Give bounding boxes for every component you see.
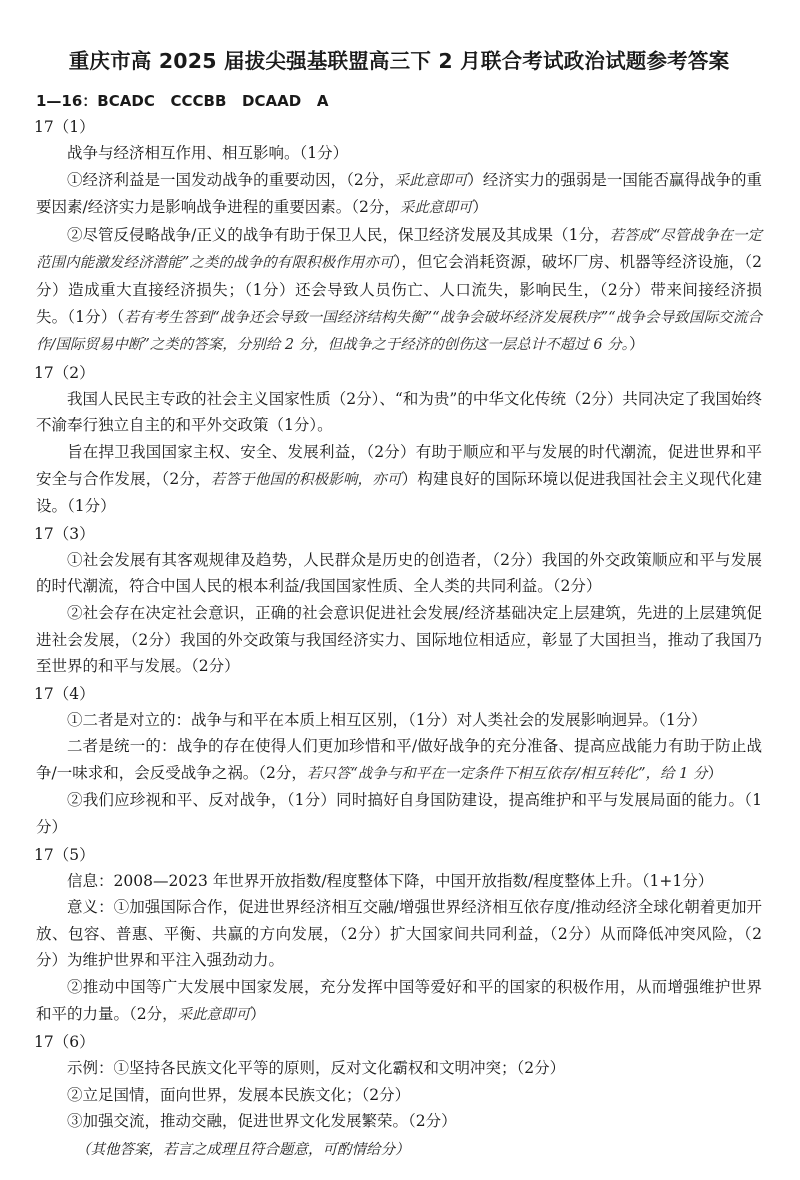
- grading-note: 采此意即可: [177, 1006, 251, 1023]
- page-title: 重庆市高 2025 届拔尖强基联盟高三下 2 月联合考试政治试题参考答案: [68, 49, 730, 73]
- answer-text: 旨在捍卫我国国家主权、安全、发展利益，（2分）有助于顺应和平与发展的时代潮流，促进世界和平安全与合作发展，（2分，: [36, 442, 762, 488]
- answer-paragraph: [36, 1055, 762, 1082]
- answer-paragraph: [36, 733, 762, 787]
- answer-text: ②社会存在决定社会意识，正确的社会意识促进社会发展/经济基础决定上层建筑，先进的上层建筑促进社会发展，（2分）我国的外交政策与我国经济实力、国际地位相适应，彰显了大国担当，推动了我国乃至世界的和平与发展。（2分）: [36, 603, 762, 676]
- answer-text: ②立足国情，面向世界，发展本民族文化；（2分）: [67, 1085, 411, 1104]
- answer-text: ①社会发展有其客观规律及趋势，人民群众是历史的创造者，（2分）我国的外交政策顺应和平与发展的时代潮流，符合中国人民的根本利益/我国国家性质、全人类的共同利益。（2分）: [36, 550, 762, 596]
- answer-text: ）: [707, 763, 724, 782]
- question-label: 17（6）: [34, 1033, 95, 1052]
- answer-text: ③加强交流，推动交融，促进世界文化发展繁荣。（2分）: [67, 1112, 457, 1131]
- question-label: 17（2）: [34, 363, 95, 382]
- answer-text: ②推动中国等广大发展中国家发展，充分发挥中国等爱好和平的国家的积极作用，从而增强维护世界和平的力量。（2分，: [36, 978, 762, 1023]
- grading-note: 若只答“战争与和平在一定条件下相互依存/相互转化”，给 1 分: [306, 765, 708, 782]
- question-label: 17（5）: [34, 845, 95, 864]
- question-label: 17（3）: [34, 524, 95, 543]
- answer-text: ②尽管反侵略战争/正义的战争有助于保卫人民，保卫经济发展及其成果（1分，: [67, 225, 610, 244]
- answer-paragraph: [36, 1108, 762, 1135]
- grading-note: 采此意即可: [399, 200, 473, 217]
- answer-text: 我国人民民主专政的社会主义国家性质（2分）、“和为贵”的中华文化传统（2分）共同决定了我国始终不渝奉行独立自主的和平外交政策（1分）。: [36, 389, 762, 435]
- answer-sections: [36, 115, 762, 1135]
- answer-text: ）经济实力的强弱是一国能否赢得战争的重要因素/经济实力是影响战争进程的重要因素。（2分，: [36, 170, 762, 217]
- answer-text: ）: [472, 198, 488, 217]
- answer-paragraph: [36, 600, 762, 680]
- grading-note: 若答于他国的积极影响，亦可: [210, 471, 402, 488]
- answer-paragraph: [36, 787, 762, 840]
- answer-text: 二者是统一的：战争的存在使得人们更加珍惜和平/做好战争的充分准备、提高应战能力有助于防止战争/一味求和，会反受战争之祸。（2分，: [36, 737, 762, 782]
- question-section: [36, 522, 762, 680]
- answer-paragraph: [36, 547, 762, 600]
- question-label: 17（1）: [34, 118, 95, 136]
- question-section: [36, 1030, 762, 1135]
- answer-paragraph: [36, 222, 762, 359]
- closing-note: （其他答案，若言之成理且符合题意，可酌情给分）: [76, 1142, 410, 1158]
- question-section: [36, 682, 762, 841]
- answer-text: 意义：①加强国际合作，促进世界经济相互交融/增强世界经济相互依存度/推动经济全球化朝着更加开放、包容、普惠、平衡、共赢的方向发展，（2分）扩大国家间共同利益，（2分）从而降低冲突风险，（2分）为维护世界和平注入强劲动力。: [36, 898, 762, 970]
- answer-paragraph: [36, 140, 762, 167]
- question-section: [36, 361, 762, 520]
- answer-paragraph: [36, 707, 762, 734]
- answer-text: 示例：①坚持各民族文化平等的原则，反对文化霸权和文明冲突；（2分）: [67, 1059, 566, 1078]
- answer-text: 战争与经济相互作用、相互影响。（1分）: [67, 144, 349, 162]
- answer-paragraph: [36, 868, 762, 895]
- grading-note: 采此意即可: [394, 172, 468, 189]
- answer-text: 信息：2008—2023 年世界开放指数/程度整体下降，中国开放指数/程度整体上升。（1+1分）: [67, 871, 714, 890]
- question-section: [36, 843, 762, 1029]
- answer-paragraph: [36, 167, 762, 222]
- answer-text: ），但它会消耗资源，破坏厂房、机器等经济设施，（2分）造成重大直接经济损失；（1分）还会导致人员伤亡、人口流失，影响民生，（2分）带来间接经济损失。（1分）（: [36, 253, 762, 326]
- question-section: [36, 115, 762, 359]
- question-label: 17（4）: [34, 684, 95, 703]
- answer-paragraph: [36, 894, 762, 974]
- answer-paragraph: [36, 386, 762, 439]
- grading-note: 若有考生答到“战争还会导致一国经济结构失衡”“战争会破坏经济发展秩序”“战争会导致国际交流合作/国际贸易中断”之类的答案，分别给 2 分，但战争之于经济的创伤这一层总计不超过 6 分。: [36, 309, 762, 354]
- choice-answers: 1—16：BCADC CCCBB DCAAD A: [36, 92, 329, 110]
- answer-paragraph: [36, 974, 762, 1028]
- answer-paragraph: [36, 439, 762, 520]
- answer-text: ①经济利益是一国发动战争的重要动因，（2分，: [67, 170, 395, 189]
- answer-paragraph: [36, 1082, 762, 1109]
- answer-text: ②我们应珍视和平、反对战争，（1分）同时搞好自身国防建设，提高维护和平与发展局面的能力。（1分）: [36, 791, 762, 837]
- grading-note: 若答成“尽管战争在一定范围内能激发经济潜能”之类的战争的有限积极作用亦可: [36, 227, 762, 272]
- answer-text: ）: [250, 1004, 266, 1023]
- answer-text: ）构建良好的国际环境以促进我国社会主义现代化建设。（1分）: [36, 469, 762, 516]
- answer-text: ①二者是对立的：战争与和平在本质上相互区别，（1分）对人类社会的发展影响迥异。（1分）: [67, 710, 707, 729]
- answer-text: ）: [628, 335, 645, 354]
